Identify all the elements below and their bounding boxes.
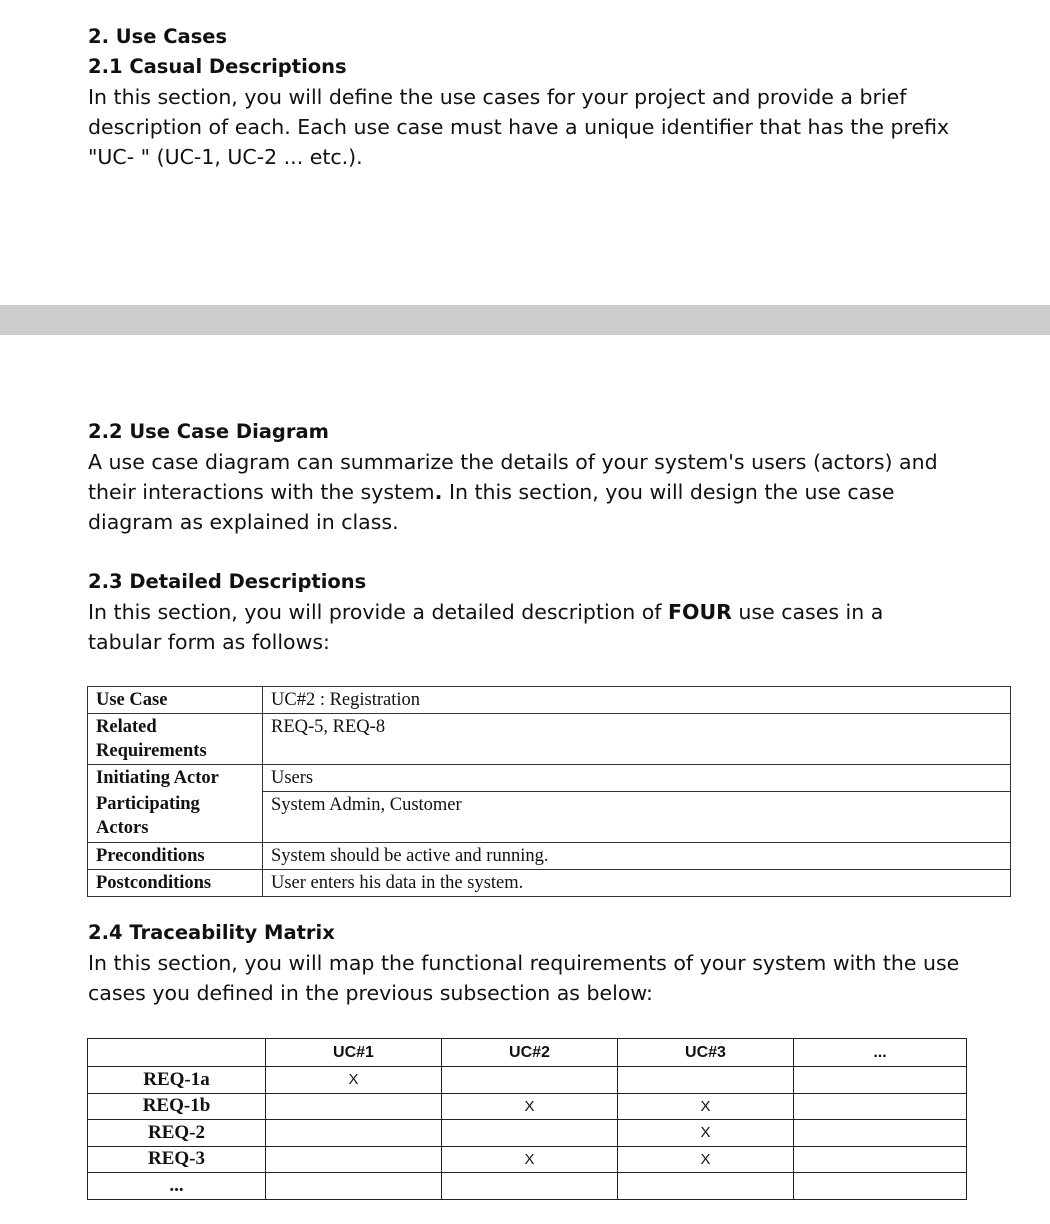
matrix-row xyxy=(88,1173,967,1200)
postconditions-value: User enters his data in the system. xyxy=(263,870,1011,897)
matrix-header-cell: UC#3 xyxy=(618,1039,794,1067)
subsection-2-3-body xyxy=(88,597,958,657)
matrix-row xyxy=(88,1067,967,1094)
matrix-cell: X xyxy=(442,1093,618,1120)
participating-actors-value: System Admin, Customer xyxy=(263,791,1010,842)
matrix-header-cell: UC#1 xyxy=(266,1039,442,1067)
initiating-actor-label: Initiating Actor xyxy=(96,768,219,788)
initiating-actor-value: Users xyxy=(271,768,314,788)
matrix-cell xyxy=(442,1067,618,1094)
body-text: In this section, you will provide a detailed description of xyxy=(88,600,669,624)
body-bold-word: FOUR xyxy=(668,600,732,624)
body-text: use cases in a tabular form as follows: xyxy=(88,600,884,654)
preconditions-label: Preconditions xyxy=(88,843,263,870)
subsection-2-2-title: 2.2 Use Case Diagram xyxy=(88,420,329,443)
matrix-cell xyxy=(442,1173,618,1200)
actor-labels xyxy=(88,765,263,843)
actor-values xyxy=(263,765,1011,843)
use-case-value: UC#2 : Registration xyxy=(263,687,1011,714)
matrix-cell xyxy=(794,1067,967,1094)
matrix-header-cell xyxy=(88,1039,266,1067)
matrix-cell xyxy=(618,1173,794,1200)
subsection-2-3-title: 2.3 Detailed Descriptions xyxy=(88,570,367,593)
matrix-cell xyxy=(266,1120,442,1147)
page-divider xyxy=(0,305,1050,335)
matrix-cell xyxy=(794,1093,967,1120)
section-title: 2. Use Cases xyxy=(88,25,228,48)
matrix-cell: X xyxy=(618,1146,794,1173)
matrix-header-row xyxy=(88,1039,967,1067)
subsection-2-3 xyxy=(88,567,958,657)
matrix-cell xyxy=(266,1173,442,1200)
related-requirements-value: REQ-5, REQ-8 xyxy=(263,714,1011,765)
subsection-2-4 xyxy=(88,918,968,1008)
traceability-matrix xyxy=(87,1038,967,1200)
matrix-cell xyxy=(618,1067,794,1094)
subsection-2-4-body: In this section, you will map the functional requirements of your system with the use cases you defined in the previous subsection as below: xyxy=(88,951,960,1005)
matrix-cell xyxy=(794,1120,967,1147)
related-requirements-label: Related Requirements xyxy=(88,714,263,765)
table-row xyxy=(88,714,1011,765)
body-bold-dot: . xyxy=(434,480,443,504)
matrix-cell xyxy=(794,1146,967,1173)
matrix-row xyxy=(88,1146,967,1173)
preconditions-value: System should be active and running. xyxy=(263,843,1011,870)
subsection-2-4-title: 2.4 Traceability Matrix xyxy=(88,921,335,944)
participating-actors-label: Participating Actors xyxy=(96,794,200,838)
subsection-2-1-title: 2.1 Casual Descriptions xyxy=(88,55,347,78)
subsection-2-1-body: In this section, you will define the use cases for your project and provide a brief description of each. Each use case must have a unique identifier that has the prefix "UC- " (UC-1, UC-2 ... etc.). xyxy=(88,85,950,169)
matrix-req-label: ... xyxy=(88,1173,266,1200)
matrix-cell xyxy=(442,1120,618,1147)
matrix-row xyxy=(88,1093,967,1120)
matrix-header-cell: UC#2 xyxy=(442,1039,618,1067)
matrix-row xyxy=(88,1120,967,1147)
matrix-req-label: REQ-1a xyxy=(88,1067,266,1094)
section-2-header xyxy=(88,22,968,172)
matrix-req-label: REQ-2 xyxy=(88,1120,266,1147)
postconditions-label: Postconditions xyxy=(88,870,263,897)
matrix-cell xyxy=(266,1146,442,1173)
table-row xyxy=(88,870,1011,897)
use-case-table xyxy=(87,686,1011,897)
use-case-label: Use Case xyxy=(88,687,263,714)
table-row xyxy=(88,765,1011,843)
matrix-cell: X xyxy=(266,1067,442,1094)
body-text: A use case diagram can summarize the details of your system's users (actors) and their interactions with the system xyxy=(88,450,938,504)
subsection-2-2 xyxy=(88,417,968,537)
body-text: In this section, you will design the use case diagram as explained in class. xyxy=(88,480,895,534)
matrix-cell xyxy=(794,1173,967,1200)
matrix-req-label: REQ-3 xyxy=(88,1146,266,1173)
matrix-cell: X xyxy=(618,1093,794,1120)
table-row xyxy=(88,843,1011,870)
matrix-cell: X xyxy=(442,1146,618,1173)
subsection-2-2-body xyxy=(88,447,968,537)
matrix-cell: X xyxy=(618,1120,794,1147)
table-row xyxy=(88,687,1011,714)
matrix-req-label: REQ-1b xyxy=(88,1093,266,1120)
matrix-header-cell: ... xyxy=(794,1039,967,1067)
matrix-cell xyxy=(266,1093,442,1120)
